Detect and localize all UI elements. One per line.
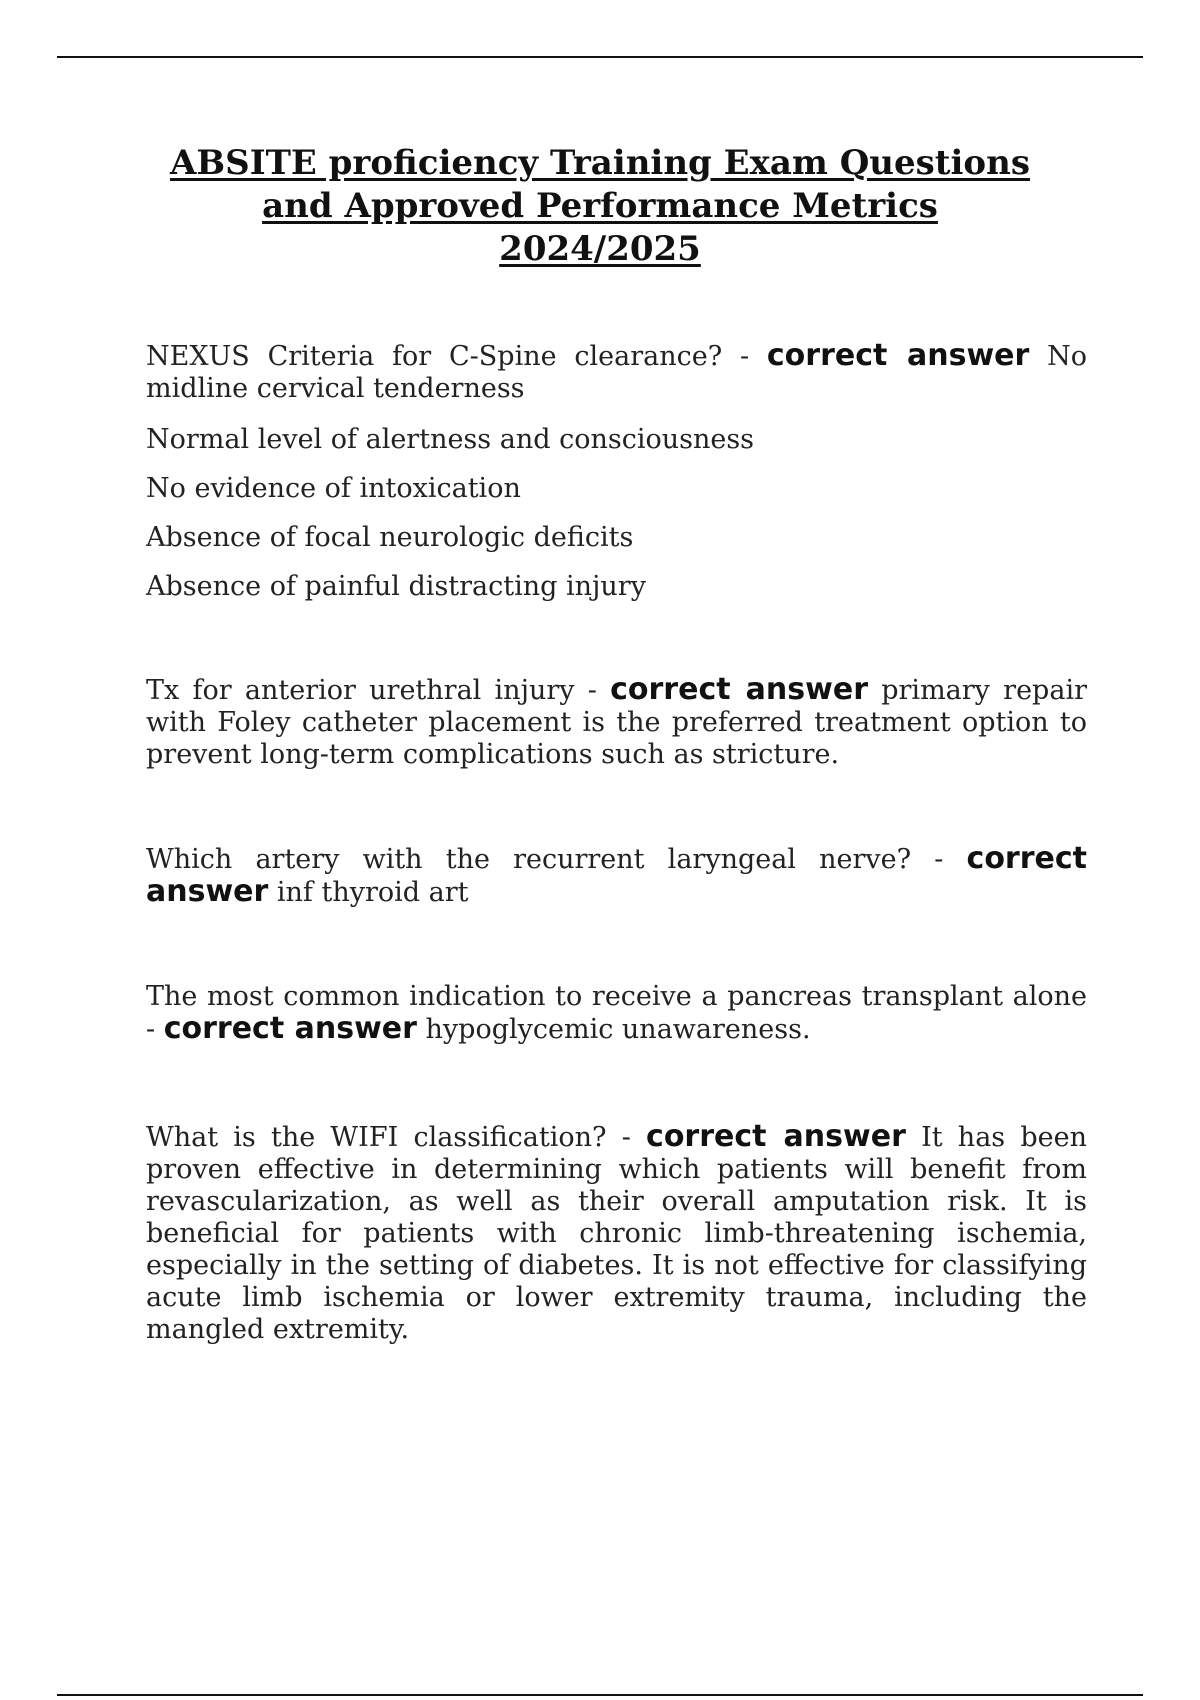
answer-text: It has been proven effective in determining which patients will benefit from revascularization, as well as their overall amputation risk. It is beneficial for patients with chronic limb-threatening ischemia, especially in the setting of diabetes. It is not effective for classifying acute limb ischemia or lower extremity trauma, including the mangled extremity. (146, 1122, 1087, 1345)
criteria-line: Normal level of alertness and consciousness (146, 424, 755, 455)
document-title (120, 142, 1080, 271)
qa-item (146, 340, 1087, 405)
question-text: NEXUS Criteria for C-Spine clearance? - (146, 341, 767, 372)
qa-item (146, 674, 1087, 771)
qa-item (146, 843, 1087, 909)
title-line-2: and Approved Performance Metrics (262, 186, 938, 226)
title-line-3: 2024/2025 (499, 229, 701, 269)
answer-label: correct answer (646, 1119, 906, 1154)
top-rule (57, 56, 1143, 58)
answer-label: correct answer (163, 1011, 417, 1046)
answer-label: correct answer (610, 672, 868, 707)
bottom-rule (57, 1694, 1143, 1696)
question-text: Tx for anterior urethral injury - (146, 675, 611, 706)
answer-label: correct answer (146, 841, 1087, 909)
answer-text: No midline cervical tenderness (146, 341, 1088, 404)
answer-text: hypoglycemic unawareness. (416, 1014, 811, 1045)
title-line-1: ABSITE proficiency Training Exam Questions (170, 143, 1030, 183)
question-text: The most common indication to receive a pancreas transplant alone - (146, 981, 1087, 1045)
criteria-line: No evidence of intoxication (146, 473, 521, 504)
answer-label: correct answer (766, 338, 1030, 373)
answer-text: inf thyroid art (268, 877, 469, 908)
qa-item (146, 1121, 1087, 1346)
question-text: What is the WIFI classification? - (146, 1122, 647, 1153)
criteria-line: Absence of painful distracting injury (146, 571, 646, 602)
question-text: Which artery with the recurrent laryngeal nerve? - (146, 844, 967, 875)
criteria-line: Absence of focal neurologic deficits (146, 522, 634, 553)
answer-text: primary repair with Foley catheter placement is the preferred treatment option to prevent long-term complications such as stricture. (146, 675, 1087, 770)
qa-item (146, 981, 1087, 1046)
